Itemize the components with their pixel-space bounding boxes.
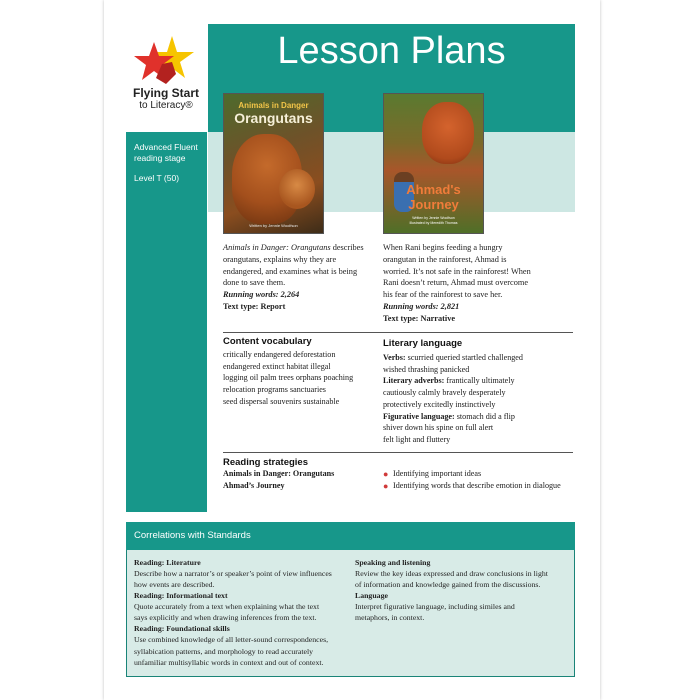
bullet-icon: ●	[383, 480, 389, 491]
divider	[223, 452, 573, 453]
book-title-italic: Animals in Danger: Orangutans	[223, 243, 331, 252]
flying-start-logo	[126, 34, 206, 116]
book-cover-ahmads-journey	[383, 93, 484, 234]
strategy-book-1: Animals in Danger: Orangutans	[223, 469, 335, 478]
sidebar	[126, 132, 207, 512]
standards-column-1: Reading: Literature Describe how a narrator’s or speaker’s point of view influences how events are described. Reading: Informational text Quote accurately from a text when explaining what the text says explicitly and when drawing inferences from the text. Reading: Foundational skills Use combined knowledge of all letter-sound correspondences, syllabication patterns, and morphology to read accurately unfamiliar multisyllabic words in context and out of context.	[134, 558, 332, 667]
cover-title-line1: Ahmad's	[406, 182, 461, 197]
cover-title-line2: Journey	[408, 197, 459, 212]
cover-illustrator: Illustrated by Meredith Thomas	[409, 220, 458, 225]
bullet-icon: ●	[383, 469, 389, 479]
book-cover-orangutans	[223, 93, 324, 234]
content-vocabulary-list: critically endangered deforestation endangered extinct habitat illegal logging oil palm trees orphans poaching relocation programs sanctuaries seed dispersal souvenirs sustainable	[223, 350, 354, 406]
text-type: Text type: Report	[223, 301, 286, 311]
logo-text-line2: to Literacy®	[139, 100, 193, 111]
cover-series-title: Animals in Danger	[238, 101, 309, 110]
strategy-list	[383, 468, 578, 491]
reading-strategies-heading: Reading strategies	[223, 457, 308, 468]
cover-book-title: Orangutans	[234, 110, 313, 126]
cover-author: Written by Jennie Woolfson	[412, 216, 455, 220]
logo-text-line1: Flying Start	[132, 86, 199, 100]
running-words: Running words: 2,264	[223, 290, 300, 300]
running-words: Running words: 2,821	[383, 301, 460, 311]
star-logo-icon	[132, 34, 200, 88]
literary-language-list: Verbs: scurried queried startled challenged wished thrashing panicked Literary adverbs: frantically ultimately cautiously calmly bravely desperately protectively excitedly instinctively Figurative language: stomach did a flip shiver down his spine on full alert felt light and fluttery	[383, 353, 523, 445]
content-vocabulary-heading: Content vocabulary	[223, 336, 312, 347]
reading-stage: Advanced Fluent reading stage	[134, 142, 198, 163]
text-type: Text type: Narrative	[383, 313, 456, 323]
list-item: ● Identifying important ideas	[383, 468, 578, 480]
book-description-orangutans: Animals in Danger: Orangutans describes orangutans, explains why they are endangered, and examines what is being done to save them. Running words: 2,264 Text type: Report	[223, 243, 364, 311]
strategy-book-2: Ahmad’s Journey	[223, 481, 285, 490]
cover-credits	[384, 216, 483, 225]
divider	[223, 332, 573, 333]
baby-orangutan-illustration	[279, 169, 315, 209]
reading-level: Level T (50)	[134, 173, 180, 183]
orangutan-illustration	[422, 102, 474, 164]
list-item: ● Identifying words that describe emotion in dialogue	[383, 480, 578, 492]
standards-heading: Correlations with Standards	[134, 530, 251, 541]
standards-column-2: Speaking and listening Review the key ideas expressed and draw conclusions in light of information and knowledge gained from the discussions. Language Interpret figurative language, including similes and metaphors, in context.	[355, 558, 548, 623]
page-title: Lesson Plans	[277, 30, 506, 72]
literary-language-heading: Literary language	[383, 338, 463, 349]
cover-author: Written by Jennie Woolfson	[249, 223, 298, 228]
book-description-ahmads-journey: When Rani begins feeding a hungry orangutan in the rainforest, Ahmad is worried. It’s not safe in the rainforest! When Rani doesn’t return, Ahmad must overcome his fear of the rainforest to save her. Running words: 2,821 Text type: Narrative	[383, 243, 531, 323]
